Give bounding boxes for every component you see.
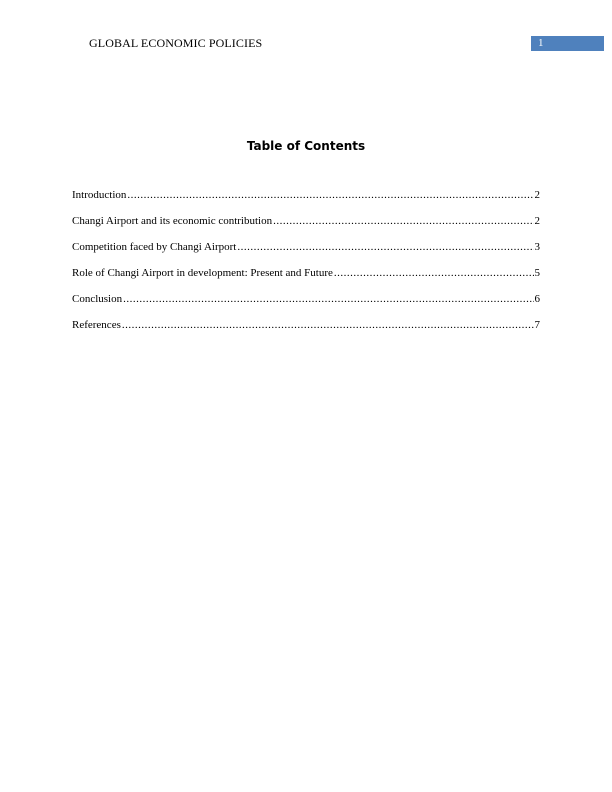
toc-entry-title: Introduction [72, 189, 127, 201]
toc-entry-references[interactable] [72, 318, 540, 344]
toc-dot-leader [127, 188, 533, 202]
page-number-badge: 1 [531, 36, 604, 51]
toc-entry-role-in-development[interactable] [72, 266, 540, 292]
toc-entry-introduction[interactable] [72, 188, 540, 214]
toc-entry-title: Changi Airport and its economic contribution [72, 215, 273, 227]
toc-entry-competition[interactable] [72, 240, 540, 266]
toc-dot-leader [122, 318, 534, 332]
toc-entry-changi-economic-contribution[interactable] [72, 214, 540, 240]
toc-dot-leader [123, 292, 533, 306]
toc-entry-page: 3 [534, 241, 540, 253]
toc-entry-page: 2 [534, 189, 540, 201]
toc-dot-leader [237, 240, 533, 254]
toc-entry-page: 7 [534, 319, 540, 331]
table-of-contents [72, 188, 540, 344]
toc-entry-title: References [72, 319, 121, 331]
toc-entry-conclusion[interactable] [72, 292, 540, 318]
toc-heading: Table of Contents [246, 139, 366, 153]
toc-dot-leader [273, 214, 533, 228]
running-header-title: GLOBAL ECONOMIC POLICIES [89, 36, 263, 50]
toc-entry-page: 5 [534, 267, 540, 279]
toc-dot-leader [334, 266, 534, 280]
toc-entry-title: Competition faced by Changi Airport [72, 241, 237, 253]
toc-entry-title: Role of Changi Airport in development: Present and Future [72, 267, 333, 279]
toc-entry-page: 6 [534, 293, 540, 305]
toc-entry-title: Conclusion [72, 293, 123, 305]
toc-entry-page: 2 [534, 215, 540, 227]
